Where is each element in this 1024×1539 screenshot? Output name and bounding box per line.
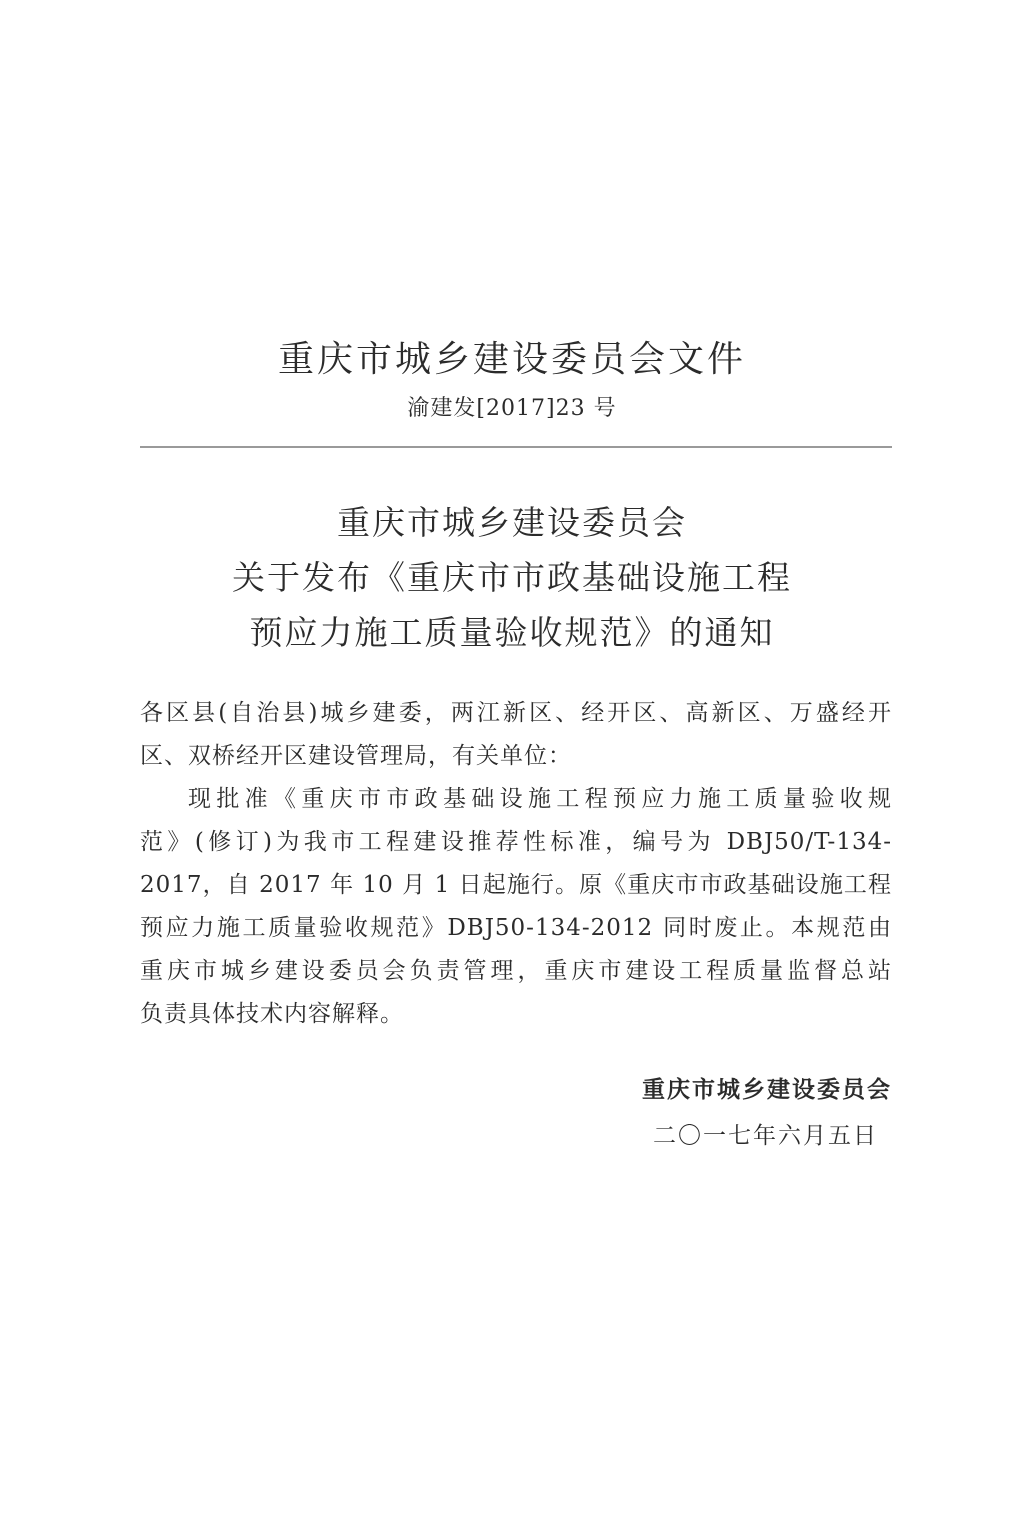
- body-paragraph-line: 范》(修订)为我市工程建设推荐性标准，编号为 DBJ50/T-134-: [140, 829, 892, 855]
- body-line-addressees-cont: 区、双桥经开区建设管理局，有关单位：: [140, 743, 572, 769]
- notice-title-line: 重庆市城乡建设委员会: [337, 503, 687, 542]
- signature-organization: 重庆市城乡建设委员会: [642, 1076, 892, 1103]
- body-paragraph-line: 预应力施工质量验收规范》DBJ50-134-2012 同时废止。本规范由: [140, 915, 892, 941]
- notice-body: [140, 692, 892, 1036]
- document-number: 渝建发[2017]23 号: [407, 396, 617, 421]
- body-paragraph-line: 现批准《重庆市市政基础设施工程预应力施工质量验收规: [188, 786, 892, 812]
- notice-title-line: 预应力施工质量验收规范》的通知: [249, 613, 775, 652]
- body-paragraph-line: 负责具体技术内容解释。: [140, 1001, 404, 1027]
- notice-title-line: 关于发布《重庆市市政基础设施工程: [232, 558, 792, 597]
- header-divider: [140, 446, 892, 448]
- body-paragraph-line: 2017，自 2017 年 10 月 1 日起施行。原《重庆市市政基础设施工程: [140, 872, 892, 898]
- notice-title: [0, 500, 1024, 665]
- body-paragraph-line: 重庆市城乡建设委员会负责管理，重庆市建设工程质量监督总站: [140, 958, 892, 984]
- signature-block: [642, 1070, 892, 1156]
- signature-date: 二〇一七年六月五日: [653, 1123, 878, 1149]
- document-header-title: 重庆市城乡建设委员会文件: [277, 339, 746, 380]
- body-line-addressees: 各区县(自治县)城乡建委，两江新区、经开区、高新区、万盛经开: [140, 700, 892, 726]
